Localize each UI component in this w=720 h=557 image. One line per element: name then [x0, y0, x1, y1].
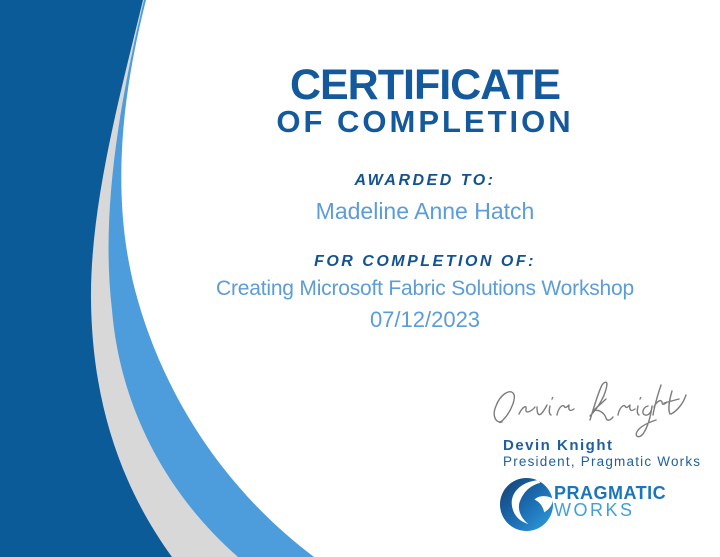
- recipient-name: Madeline Anne Hatch: [315, 198, 535, 224]
- signature-first-name-stroke: [494, 392, 574, 423]
- certificate-title-line1: CERTIFICATE: [289, 61, 561, 109]
- for-completion-of-label: FOR COMPLETION OF:: [314, 253, 536, 270]
- pragmatic-works-wave-circle-icon: [499, 477, 554, 532]
- brand-name-line2: WORKS: [554, 500, 635, 520]
- signer-title: President, Pragmatic Works: [503, 454, 702, 469]
- completion-date: 07/12/2023: [369, 307, 481, 332]
- signature-last-name-stroke: [590, 382, 686, 437]
- certificate-title-line2: OF COMPLETION: [276, 104, 574, 139]
- certificate-body: [130, 0, 720, 557]
- signer-name: Devin Knight: [503, 437, 614, 454]
- course-name: Creating Microsoft Fabric Solutions Workshop: [216, 277, 634, 300]
- awarded-to-label: AWARDED TO:: [354, 172, 496, 189]
- brand-name-line1: PRAGMATIC: [554, 483, 667, 503]
- signature-image: [486, 378, 696, 440]
- pragmatic-works-logo: [499, 477, 709, 533]
